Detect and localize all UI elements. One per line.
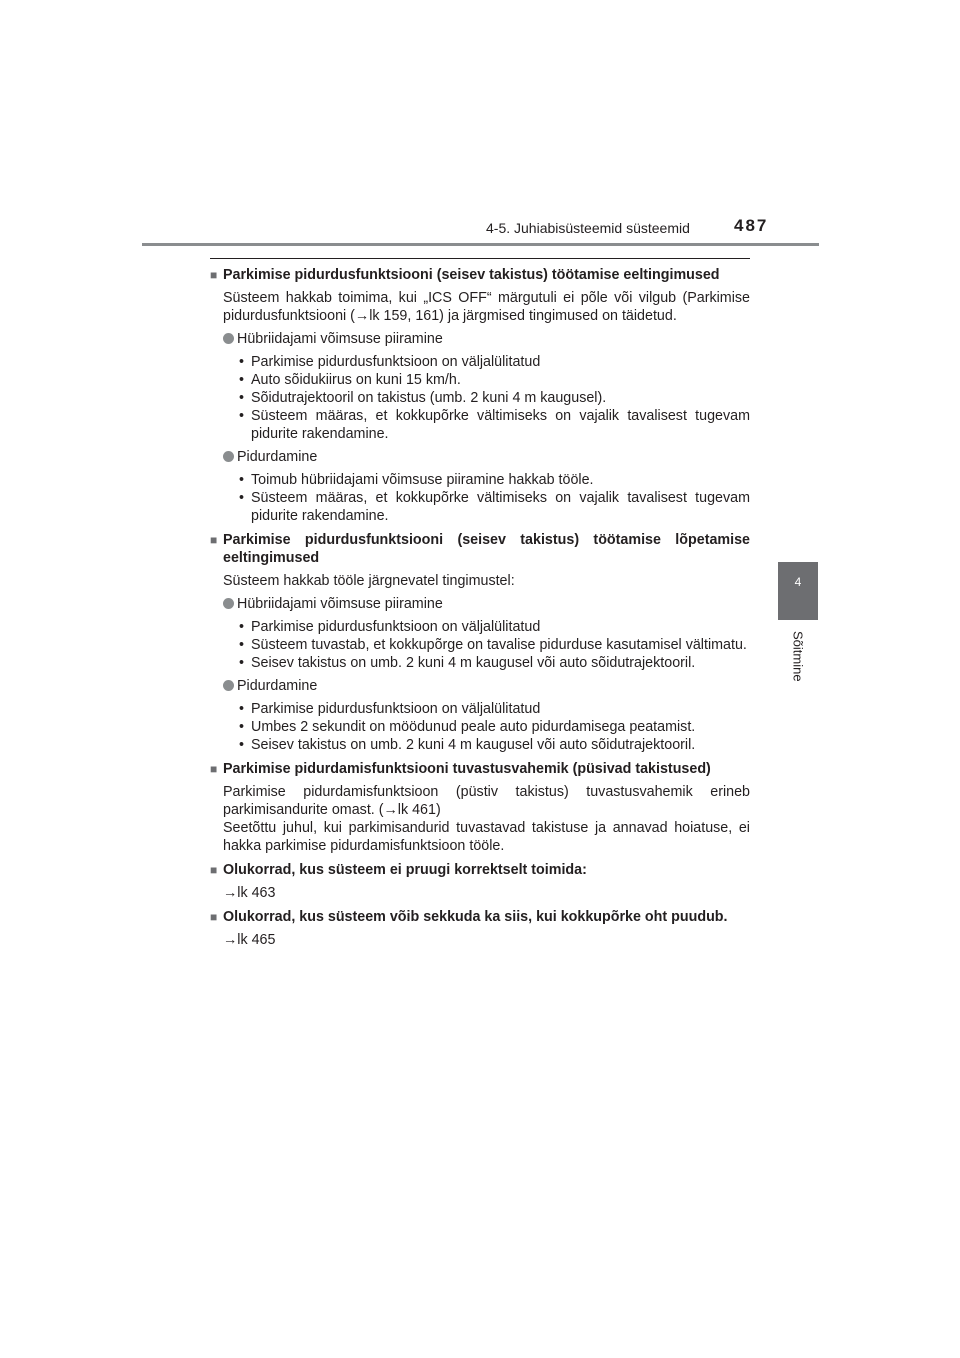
round-bullet-icon	[223, 680, 234, 691]
list-item: • Parkimise pidurdusfunktsioon on väljalülitatud	[239, 354, 541, 370]
square-bullet-icon: ■	[210, 863, 218, 877]
page-reference-link[interactable]: →lk 463	[223, 885, 276, 901]
list-item: • Süsteem tuvastab, et kokkupõrge on tavalise pidurduse kasutamisel vältimatu.	[239, 637, 747, 653]
list-item: • Parkimise pidurdusfunktsioon on väljalülitatud	[239, 619, 541, 635]
content-top-rule	[210, 258, 750, 259]
condition-list	[210, 700, 750, 754]
condition-list	[210, 471, 750, 525]
section-heading: ■ Olukorrad, kus süsteem võib sekkuda ka siis, kui kokkupõrke oht puudub.	[210, 909, 728, 925]
section-paragraph: Parkimise pidurdamisfunktsioon (püstiv takistus) tuvastusvahemik erineb parkimisandurite omast. (→lk 461)	[223, 784, 750, 818]
section-heading: ■ Olukorrad, kus süsteem ei pruugi korrektselt toimida:	[210, 862, 587, 878]
condition-bullet: Pidurdamine	[210, 677, 750, 695]
running-header-section: 4-5. Juhiabisüsteemid süsteemid	[486, 220, 690, 236]
round-bullet-icon	[223, 451, 234, 462]
round-bullet-icon	[223, 598, 234, 609]
list-item: • Süsteem määras, et kokkupõrke vältimiseks on vajalik tavalisest tugevam pidurite rakendamine.	[239, 490, 750, 524]
list-item: • Seisev takistus on umb. 2 kuni 4 m kaugusel või auto sõidutrajektooril.	[239, 655, 696, 671]
page-content	[210, 266, 750, 949]
square-bullet-icon: ■	[210, 910, 218, 924]
chapter-tab-label: Sõitmine	[790, 630, 806, 682]
condition-bullet: Pidurdamine	[210, 448, 750, 466]
square-bullet-icon: ■	[210, 762, 218, 776]
chapter-tab-number: 4	[794, 575, 802, 589]
square-bullet-icon: ■	[210, 268, 218, 282]
section-heading: ■ Parkimise pidurdusfunktsiooni (seisev takistus) töötamise lõpetamise eeltingimused	[210, 532, 750, 566]
section-intro: Süsteem hakkab tööle järgnevatel tingimustel:	[223, 573, 515, 589]
list-item: • Auto sõidukiirus on kuni 15 km/h.	[239, 372, 461, 388]
condition-list	[210, 618, 750, 672]
page-number: 487	[734, 216, 769, 235]
header-rule	[142, 243, 819, 246]
condition-bullet: Hübriidajami võimsuse piiramine	[210, 595, 750, 613]
list-item: • Toimub hübriidajami võimsuse piiramine hakkab tööle.	[239, 472, 594, 488]
list-item: • Seisev takistus on umb. 2 kuni 4 m kaugusel või auto sõidutrajektooril.	[239, 737, 696, 753]
list-item: • Parkimise pidurdusfunktsioon on väljalülitatud	[239, 701, 541, 717]
section-paragraph: Seetõttu juhul, kui parkimisandurid tuvastavad takistuse ja annavad hoiatuse, ei hakka parkimise pidurdamisfunktsioon tööle.	[223, 820, 750, 854]
section-intro: Süsteem hakkab toimima, kui „ICS OFF“ märgutuli ei põle või vilgub (Parkimise pidurdusfunktsiooni (→lk 159, 161) ja järgmised tingimused on täidetud.	[223, 290, 750, 324]
list-item: • Umbes 2 sekundit on möödunud peale auto pidurdamisega peatamist.	[239, 719, 696, 735]
page-reference-link[interactable]: →lk 465	[223, 932, 276, 948]
list-item: • Süsteem määras, et kokkupõrke vältimiseks on vajalik tavalisest tugevam pidurite rakendamine.	[239, 408, 750, 442]
section-heading: ■ Parkimise pidurdusfunktsiooni (seisev takistus) töötamise eeltingimused	[210, 267, 720, 283]
condition-bullet: Hübriidajami võimsuse piiramine	[210, 330, 750, 348]
round-bullet-icon	[223, 333, 234, 344]
section-heading: ■ Parkimise pidurdamisfunktsiooni tuvastusvahemik (püsivad takistused)	[210, 761, 711, 777]
square-bullet-icon: ■	[210, 533, 218, 547]
condition-list	[210, 353, 750, 443]
list-item: • Sõidutrajektooril on takistus (umb. 2 kuni 4 m kaugusel).	[239, 390, 607, 406]
chapter-tab[interactable]	[778, 562, 818, 620]
